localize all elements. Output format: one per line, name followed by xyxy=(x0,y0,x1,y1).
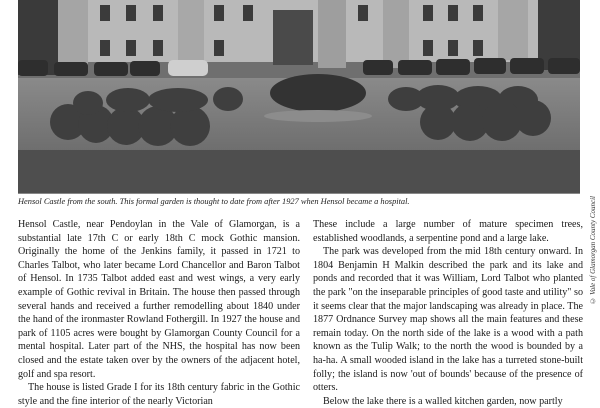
figure-caption: Hensol Castle from the south. This formal garden is thought to date from after 1927 when Hensol became a hospital. xyxy=(18,197,410,206)
photo-credit: © Vale of Glamorgan County Council xyxy=(589,196,597,305)
right-column xyxy=(313,218,583,408)
right-paragraph-3: Below the lake there is a walled kitchen garden, now partly xyxy=(323,395,563,407)
castle-photo-graphic xyxy=(18,0,580,193)
left-column xyxy=(18,218,300,408)
left-paragraph-1: Hensol Castle, near Pendoylan in the Vale of Glamorgan, is a substantial late 17th C or early 18th C mock Gothic mansion. Originally the home of the Jenkins family, it passed in 1721 to Charles Talbot, who later became Lord Chancellor and Baron Talbot of Hensol. In 1735 Talbot added east and west wings, a very early example of Gothic revival in Britain. The house then passed through several hands and received a further remodelling about 1840 under the hand of the ironmaster Rowland Fothergill. In 1927 the house and park of 1105 acres were bought by Glamorgan County Council for a mental hospital. Later part of the NHS, the hospital has now been closed and the estate taken over by the owners of the adjacent hotel, golf and spa resort. xyxy=(18,219,300,380)
right-paragraph-2: The park was developed from the mid 18th century onward. In 1804 Benjamin H Malkin described the park and its lake and ponds and recorded that it was William, Lord Talbot who planted the park "on the inseparable principles of good taste and utility" so it seems clear that the major landscaping was already in place. The 1877 Ordnance Survey map shows all the main features and these remain today. On the north side of the lake is a wood with a path known as the Tulip Walk; to the north the wood is bounded by a ha-ha. A small wooded island in the lake has a turreted stone-built folly; the island is now 'out of bounds' because of the presence of otters. xyxy=(313,246,583,394)
castle-photo xyxy=(18,0,580,194)
left-paragraph-2: The house is listed Grade I for its 18th century fabric in the Gothic style and the fine interior of the nearly Victorian xyxy=(18,382,300,407)
right-paragraph-1: These include a large number of mature specimen trees, established woodlands, a serpentine pond and a large lake. xyxy=(313,219,583,244)
